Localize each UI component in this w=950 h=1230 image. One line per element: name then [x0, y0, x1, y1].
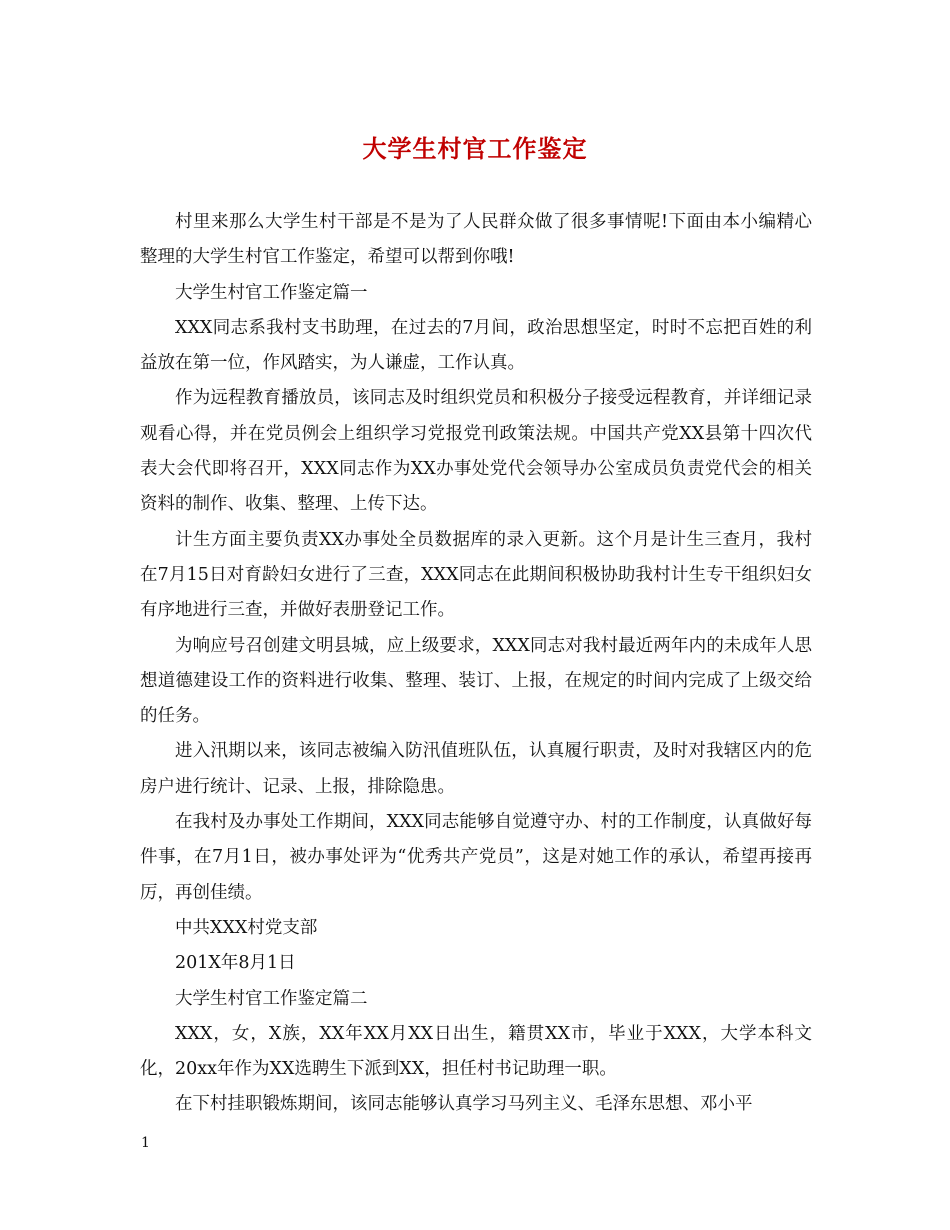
- paragraph: XXX同志系我村支书助理，在过去的7月间，政治思想坚定，时时不忘把百姓的利益放在第一位，作风踏实，为人谦虚，工作认真。: [140, 317, 812, 374]
- document-body: [140, 205, 812, 1123]
- section-heading-1: 大学生村官工作鉴定篇一: [175, 282, 368, 303]
- document-title: 大学生村官工作鉴定: [362, 134, 588, 163]
- signature-organization: 中共XXX村党支部: [175, 917, 318, 938]
- page-number: 1: [141, 1135, 150, 1151]
- paragraph: 作为远程教育播放员，该同志及时组织党员和积极分子接受远程教育，并详细记录观看心得，并在党员例会上组织学习党报党刊政策法规。中国共产党XX县第十四次代表大会代即将召开，XXX同志作为XX办事处党代会领导办公室成员负责党代会的相关资料的制作、收集、整理、上传下达。: [140, 388, 812, 515]
- paragraph: XXX，女，X族，XX年XX月XX日出生，籍贯XX市，毕业于XXX，大学本科文化，20xx年作为XX选聘生下派到XX，担任村书记助理一职。: [140, 1023, 812, 1080]
- paragraph-intro: 村里来那么大学生村干部是不是为了人民群众做了很多事情呢!下面由本小编精心整理的大学生村官工作鉴定，希望可以帮到你哦!: [140, 212, 812, 268]
- paragraph: 进入汛期以来，该同志被编入防汛值班队伍，认真履行职责，及时对我辖区内的危房户进行统计、记录、上报，排除隐患。: [140, 741, 812, 797]
- paragraph: 在我村及办事处工作期间，XXX同志能够自觉遵守办、村的工作制度，认真做好每件事，在7月1日，被办事处评为“优秀共产党员”，这是对她工作的承认，希望再接再厉，再创佳绩。: [140, 812, 812, 903]
- section-heading-2: 大学生村官工作鉴定篇二: [175, 988, 368, 1009]
- paragraph: 在下村挂职锻炼期间，该同志能够认真学习马列主义、毛泽东思想、邓小平: [175, 1094, 753, 1115]
- signature-date: 201X年8月1日: [175, 953, 296, 974]
- paragraph: 为响应号召创建文明县城，应上级要求，XXX同志对我村最近两年内的未成年人思想道德建设工作的资料进行收集、整理、装订、上报，在规定的时间内完成了上级交给的任务。: [140, 635, 812, 727]
- paragraph: 计生方面主要负责XX办事处全员数据库的录入更新。这个月是计生三查月，我村在7月15日对育龄妇女进行了三查，XXX同志在此期间积极协助我村计生专干组织妇女有序地进行三查，并做好表册登记工作。: [140, 529, 812, 621]
